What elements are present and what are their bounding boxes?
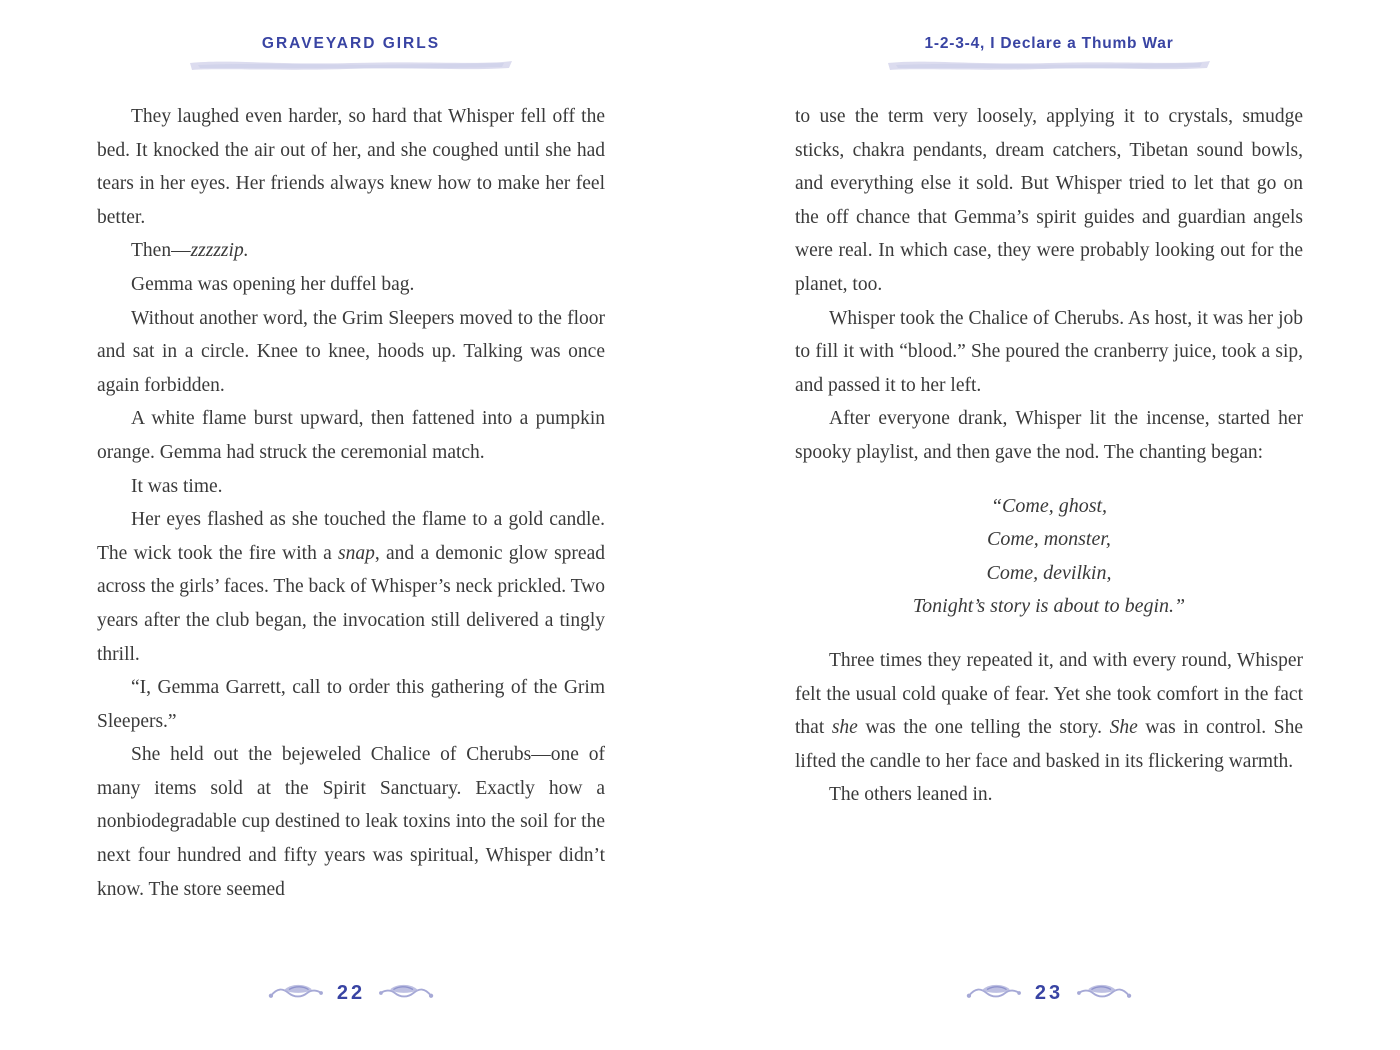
page-number-left: 22 <box>336 981 366 1004</box>
paragraph: They laughed even harder, so hard that Whisper fell off the bed. It knocked the air out of her, and she coughed until she had tears in her eyes. Her friends always knew how to make her feel better. <box>97 106 605 228</box>
swirl-ornament-right <box>1076 980 1132 1006</box>
running-head-right: 1-2-3-4, I Declare a Thumb War <box>924 35 1174 52</box>
paragraph: Without another word, the Grim Sleepers moved to the floor and sat in a circle. Knee to knee, hoods up. Talking was once again forbidden. <box>97 307 605 396</box>
verse-line: Come, devilkin, <box>986 561 1112 584</box>
paragraph: She held out the bejeweled Chalice of Cherubs—one of many items sold at the Spirit Sanctuary. Exactly how a nonbiodegradable cup destined to leak toxins into the soil for the next four hundred and fifty years was spiritual, Whisper didn’t know. The store seemed <box>97 744 605 900</box>
paragraph: “I, Gemma Garrett, call to order this gathering of the Grim Sleepers.” <box>97 677 605 732</box>
paragraph: to use the term very loosely, applying it to crystals, smudge sticks, chakra pendants, dream catchers, Tibetan sound bowls, and everything else it sold. But Whisper tried to let that go on the off chance that Gemma’s spirit guides and guardian angels were real. In which case, they were probably looking out for the planet, too. <box>795 106 1303 295</box>
page-number-right: 23 <box>1034 981 1064 1004</box>
paragraph: Her eyes flashed as she touched the flame to a gold candle. The wick took the fire with a snap, and a demonic glow spread across the girls’ faces. The back of Whisper’s neck prickled. Two years after the club began, the invocation still delivered a tingly thrill. <box>97 509 605 665</box>
page-footer-left <box>97 980 605 1006</box>
swirl-ornament-left <box>268 980 324 1006</box>
paragraph: Then—zzzzzip. <box>131 240 249 262</box>
paragraph: Gemma was opening her duffel bag. <box>131 273 415 295</box>
paragraph: It was time. <box>131 475 223 497</box>
page-body-left <box>97 100 605 906</box>
running-head-left: GRAVEYARD GIRLS <box>261 35 441 52</box>
page-right <box>795 0 1303 1050</box>
brushstroke-ornament <box>186 57 516 73</box>
paragraph: A white flame burst upward, then fattened into a pumpkin orange. Gemma had struck the ceremonial match. <box>97 408 605 463</box>
swirl-ornament-left <box>966 980 1022 1006</box>
verse-line: Tonight’s story is about to begin.” <box>912 595 1186 618</box>
verse-line: Come, monster, <box>987 528 1111 551</box>
paragraph: After everyone drank, Whisper lit the incense, started her spooky playlist, and then gave the nod. The chanting began: <box>795 408 1303 463</box>
page-left <box>97 0 605 1050</box>
paragraph: Three times they repeated it, and with every round, Whisper felt the usual cold quake of fear. Yet she took comfort in the fact that she was the one telling the story. She was in control. She lifted the candle to her face and basked in its flickering warmth. <box>795 649 1303 772</box>
page-body-right <box>795 100 1303 812</box>
paragraph: Whisper took the Chalice of Cherubs. As host, it was her job to fill it with “blood.” She poured the cranberry juice, took a sip, and passed it to her left. <box>795 307 1303 396</box>
verse-line: “Come, ghost, <box>990 494 1108 517</box>
chant-verse <box>795 490 1303 624</box>
page-footer-right <box>795 980 1303 1006</box>
brushstroke-ornament <box>884 57 1214 73</box>
paragraph-group-top <box>795 100 1303 470</box>
swirl-ornament-right <box>378 980 434 1006</box>
paragraph: The others leaned in. <box>829 784 993 806</box>
paragraph-group-bottom <box>795 644 1303 812</box>
